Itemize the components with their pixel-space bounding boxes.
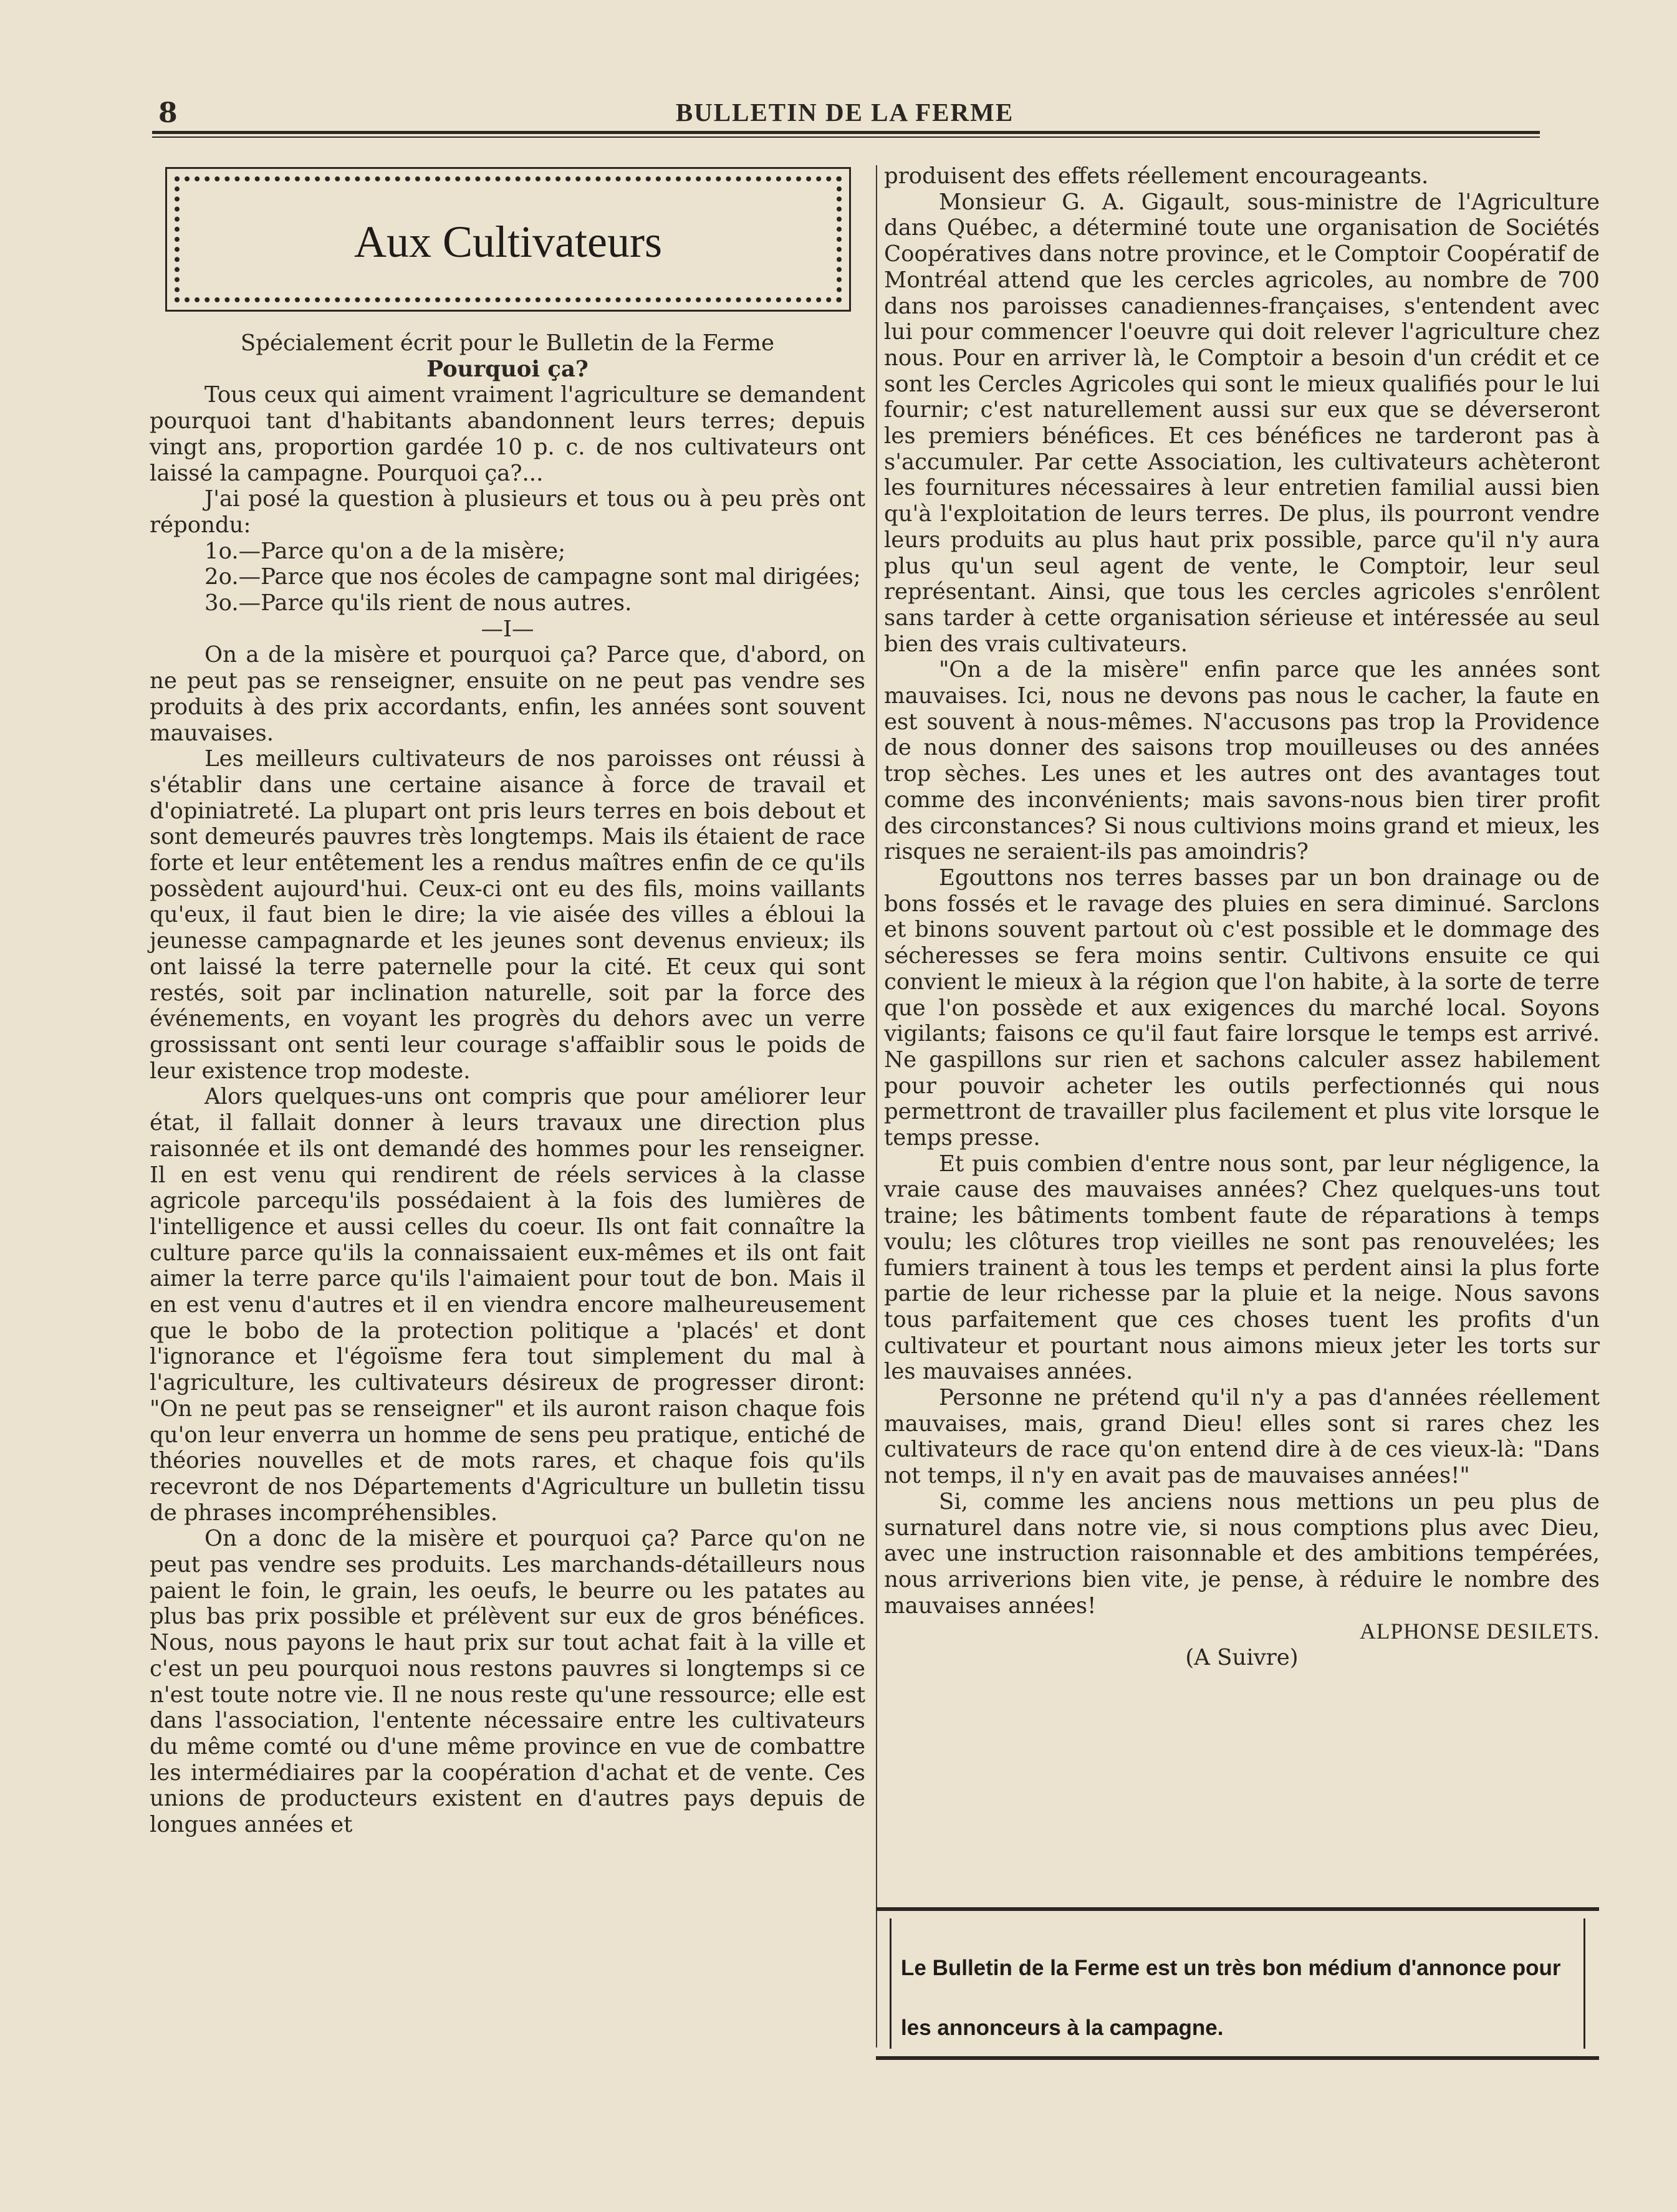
body-paragraph: Monsieur G. A. Gigault, sous-ministre de l'Agriculture dans Québec, a déterminé toute une organisation de Sociétés Coopératives dans notre province, et le Comptoir Coopératif de Montréal attend que les cercles agricoles, au nombre de 700 dans nos paroisses canadiennes-françaises, s'entendent avec lui pour commencer l'oeuvre qui doit relever l'agriculture chez nous. Pour en arriver là, le Comptoir a besoin d'un crédit et ce sont les Cercles Agricoles qui sont le mieux qualifiés pour le lui fournir; c'est naturellement aussi sur eux que se déverseront les premiers bénéfices. Et ces bénéfices ne tarderont pas à s'accumuler. Par cette Association, les cultivateurs achèteront les fournitures nécessaires à leur entretien familial aussi bien qu'à l'exploitation de leurs terres. De plus, ils pourront vendre leurs produits au plus haut prix possible, parce qu'il n'y aura plus qu'un seul agent de vente, le Comptoir, leur seul représentant. Ainsi, que tous les cercles agricoles s'enrôlent sans tarder à cette organisation sérieuse et intéressée au seul bien des vrais cultivateurs. <box>884 189 1600 657</box>
to-be-continued: (A Suivre) <box>1185 1645 1299 1671</box>
header-rule-thin <box>152 136 1540 138</box>
section-marker: —I— <box>481 616 534 642</box>
intro-paragraph: Tous ceux qui aiment vraiment l'agriculture se demandent pourquoi tant d'habitants abandonnent leurs terres; depuis vingt ans, proportion gardée 10 p. c. de nos cultivateurs ont laissé la campagne. Pourquoi ça?... <box>150 382 865 486</box>
answer-item: 1o.—Parce qu'on a de la misère; <box>204 538 566 564</box>
answer-item: 3o.—Parce qu'ils rient de nous autres. <box>204 590 632 616</box>
column-divider <box>876 165 877 2047</box>
body-paragraph: On a donc de la misère et pourquoi ça? Parce qu'on ne peut pas vendre ses produits. Les marchands-détailleurs nous paient le foin, le grain, les oeufs, le beurre ou les patates au plus bas prix possible et prélèvent sur eux de gros bénéfices. Nous, nous payons le haut prix sur tout achat fait à la ville et c'est un peu pourquoi nous restons pauvres si longtemps si ce n'est toute notre vie. Il ne nous reste qu'une ressource; elle est dans l'association, l'entente nécessaire entre les cultivateurs du même comté ou d'une même province en vue de combattre les intermédiaires par la coopération d'achat et de vente. Ces unions de producteurs existent en d'autres pays depuis de longues années et <box>150 1526 865 1838</box>
body-paragraph: Les meilleurs cultivateurs de nos paroisses ont réussi à s'établir dans une certaine aisance à force de travail et d'opiniatreté. La plupart ont pris leurs terres en bois debout et sont demeurés pauvres très longtemps. Mais ils étaient de race forte et leur entêtement les a rendus maîtres enfin de ce qu'ils possèdent aujourd'hui. Ceux-ci ont eu des fils, moins vaillants qu'eux, il faut bien le dire; la vie aisée des villes a ébloui la jeunesse campagnarde et les jeunes sont devenus envieux; ils ont laissé la terre paternelle pour la cité. Et ceux qui sont restés, soit par inclination naturelle, soit par la force des événements, en voyant les progrès du dehors avec un verre grossissant ont senti leur courage s'affaiblir sous le poids de leur existence trop modeste. <box>150 746 865 1084</box>
question-heading: Pourquoi ça? <box>426 356 589 382</box>
page-header <box>150 93 1540 131</box>
article-title: Aux Cultivateurs <box>354 217 662 267</box>
running-title: BULLETIN DE LA FERME <box>675 98 1014 127</box>
article-subtitle: Spécialement écrit pour le Bulletin de la Ferme <box>240 330 775 356</box>
advertisement-text: Le Bulletin de la Ferme est un très bon médium d'annonce pour les annonceurs à la campagne. <box>901 1956 1561 2040</box>
body-paragraph: Alors quelques-uns ont compris que pour améliorer leur état, il fallait donner à leurs travaux une direction plus raisonnée et ils ont demandé des hommes pour les renseigner. Il en est venu qui rendirent de réels services à la classe agricole parcequ'ils possédaient à la fois des lumières de l'intelligence et aussi celles du coeur. Ils ont fait connaître la culture parce qu'ils la connaissaient eux-mêmes et ils ont fait aimer la terre parce qu'ils l'aimaient pour tout de bon. Mais il en est venu d'autres et il en viendra encore malheureusement que le bobo de la protection politique a 'placés' et dont l'ignorance et l'égoïsme fera tout simplement du mal à l'agriculture, les cultivateurs désireux de progresser diront: "On ne peut pas se renseigner" et ils auront raison chaque fois qu'on leur enverra un homme de sens peu pratique, entiché de théories nouvelles et de mots rares, et chaque fois qu'ils recevront de nos Départements d'Agriculture un bulletin tissu de phrases incompréhensibles. <box>150 1084 865 1526</box>
body-paragraph: On a de la misère et pourquoi ça? Parce que, d'abord, on ne peut pas se renseigner, ensuite on ne peut pas vendre ses produits à des prix accordants, enfin, les années sont souvent mauvaises. <box>150 642 865 746</box>
intro-paragraph: J'ai posé la question à plusieurs et tous ou à peu près ont répondu: <box>150 486 865 538</box>
body-paragraph: Et puis combien d'entre nous sont, par leur négligence, la vraie cause des mauvaises années? Chez quelques-uns tout traine; les bâtiments tombent faute de réparations à temps voulu; les clôtures trop vieilles ne sont pas renouvelées; les fumiers trainent à tous les temps et perdent ainsi la plus forte partie de leur richesse par la pluie et la neige. Nous savons tous parfaitement que ces choses tuent les profits d'un cultivateur et pourtant nous aimons mieux jeter les torts sur les mauvaises années. <box>884 1151 1600 1385</box>
continued-text: produisent des effets réellement encourageants. <box>884 163 1429 189</box>
body-paragraph: Personne ne prétend qu'il n'y a pas d'années réellement mauvaises, mais, grand Dieu! elles sont si rares chez les cultivateurs de race qu'on entend dire à de ces vieux-là: "Dans not temps, il n'y en avait pas de mauvaises années!" <box>884 1385 1600 1489</box>
left-column <box>150 330 865 1838</box>
article-title-box <box>165 167 851 312</box>
body-paragraph: Si, comme les anciens nous mettions un peu plus de surnaturel dans notre vie, si nous comptions plus avec Dieu, avec une instruction raisonnable et des ambitions tempérées, nous arriverions bien vite, je pense, à réduire le nombre des mauvaises années! <box>884 1488 1600 1619</box>
body-paragraph: "On a de la misère" enfin parce que les années sont mauvaises. Ici, nous ne devons pas nous le cacher, la faute en est souvent à nous-mêmes. N'accusons pas trop la Providence de nous donner des saisons trop mouilleuses ou des années trop sèches. Les unes et les autres ont des avantages tout comme des inconvénients; mais savons-nous bien tirer profit des circonstances? Si nous cultivions moins grand et mieux, les risques ne seraient-ils pas amoindris? <box>884 657 1600 865</box>
right-column <box>884 163 1600 1671</box>
header-rule-thick <box>152 131 1540 134</box>
advertisement-box <box>876 1907 1599 2060</box>
answer-item: 2o.—Parce que nos écoles de campagne sont mal dirigées; <box>204 564 861 590</box>
page-number: 8 <box>158 97 178 129</box>
author-signature: ALPHONSE DESILETS. <box>1360 1619 1600 1644</box>
body-paragraph: Egouttons nos terres basses par un bon drainage ou de bons fossés et le ravage des pluies en sera diminué. Sarclons et binons souvent partout où c'est possible et le dommage des sécheresses se fera moins sentir. Cultivons ensuite ce qui convient le mieux à la région que l'on habite, à la sorte de terre que l'on possède et aux exigences du marché local. Soyons vigilants; faisons ce qu'il faut faire lorsque le temps est arrivé. Ne gaspillons sur rien et sachons calculer assez habilement pour pouvoir acheter les outils perfectionnés qui nous permettront de travailler plus facilement et plus vite lorsque le temps presse. <box>884 864 1600 1151</box>
